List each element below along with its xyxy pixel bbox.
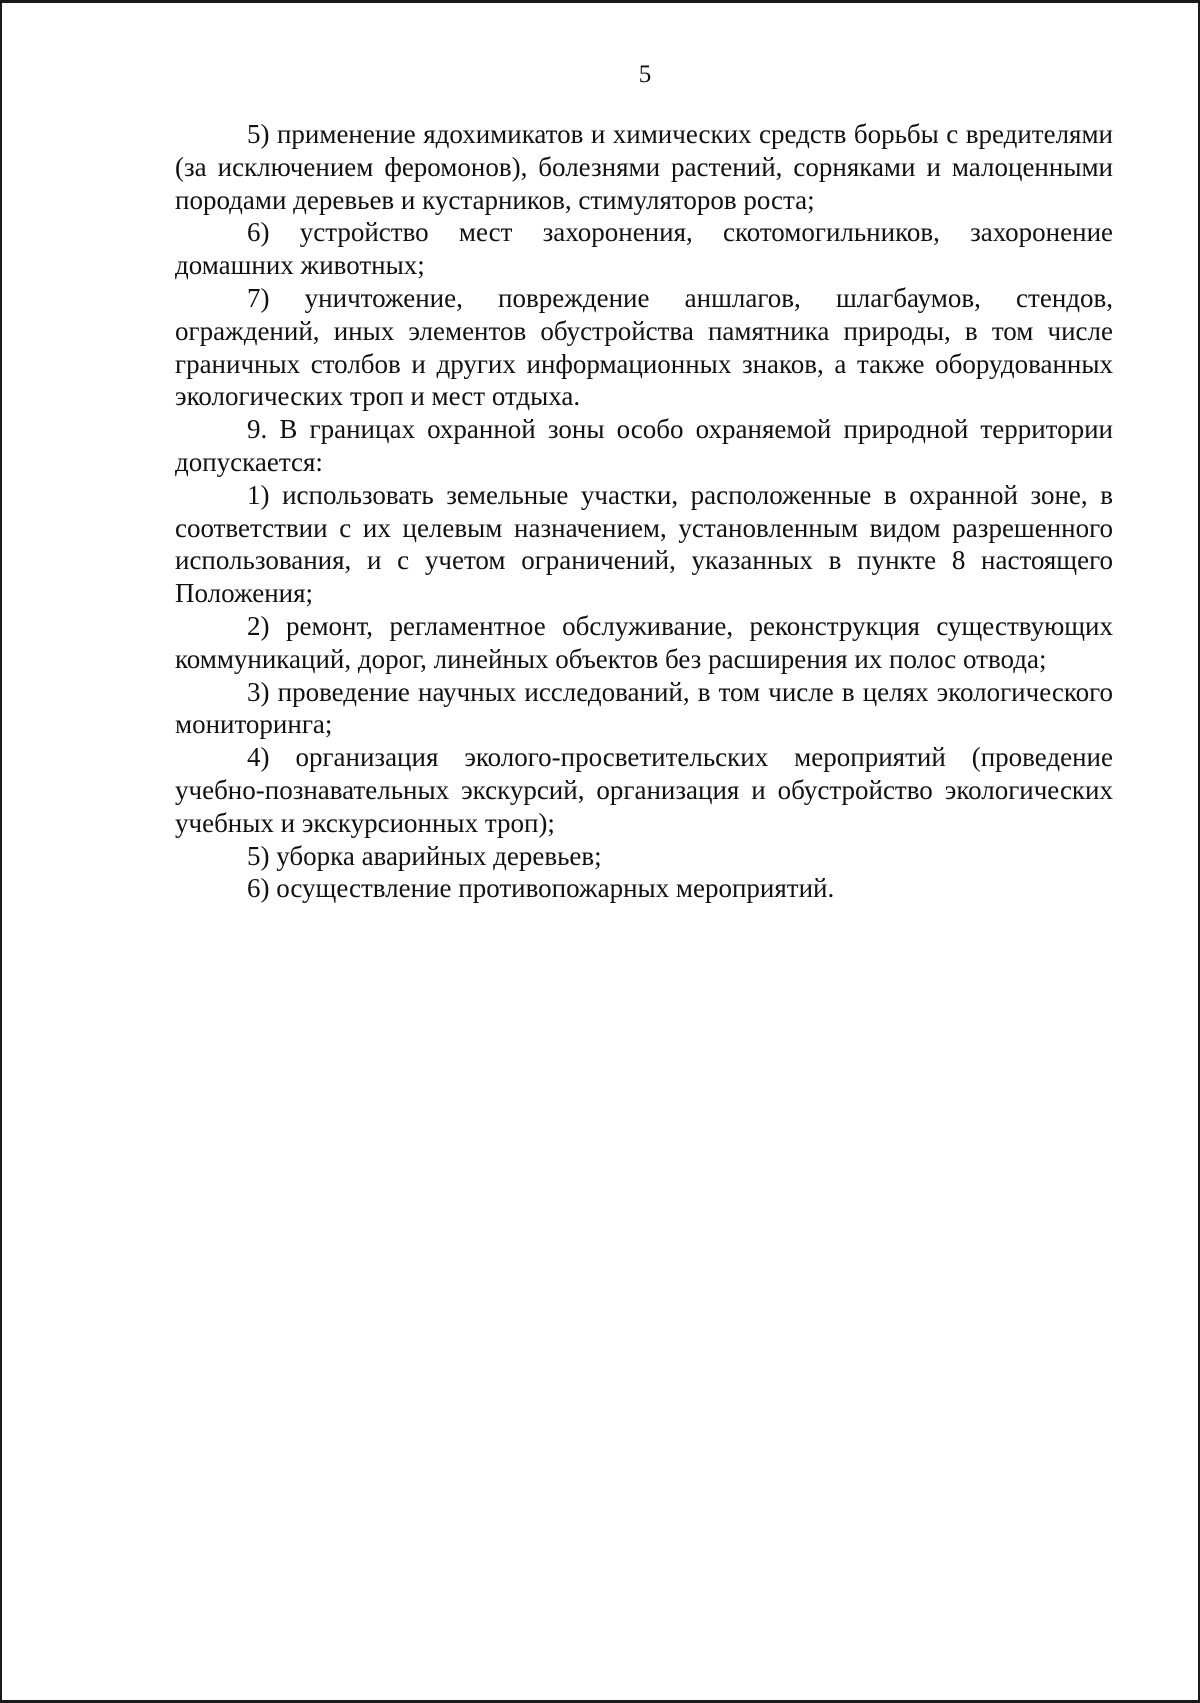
paragraph-section-9: 9. В границах охранной зоны особо охраняемой природной территории допускается: xyxy=(175,414,1113,477)
paragraph-item-7-destruction: 7) уничтожение, повреждение аншлагов, шлагбаумов, стендов, ограждений, иных элементов обустройства памятника природы, в том числе граничных столбов и других информационных знаков, а также оборудованных экологических троп и мест отдыха. xyxy=(175,282,1113,412)
paragraph-allowed-6-fire-prevention: 6) осуществление противопожарных мероприятий. xyxy=(247,873,835,904)
document-body xyxy=(175,118,1113,905)
paragraph-item-5-pesticides: 5) применение ядохимикатов и химических средств борьбы с вредителями (за исключением феромонов), болезнями растений, сорняками и малоценными породами деревьев и кустарников, стимуляторов роста; xyxy=(175,119,1113,215)
paragraph-allowed-4-education: 4) организация эколого-просветительских мероприятий (проведение учебно-познавательных экскурсий, организация и обустройство экологических учебных и экскурсионных троп); xyxy=(175,742,1113,838)
scan-edge-top xyxy=(0,0,1200,3)
paragraph-allowed-3-research: 3) проведение научных исследований, в том числе в целях экологического мониторинга; xyxy=(175,676,1113,740)
page-number: 5 xyxy=(638,61,652,88)
paragraph-allowed-2-maintenance: 2) ремонт, регламентное обслуживание, реконструкция существующих коммуникаций, дорог, линейных объектов без расширения их полос отвода; xyxy=(175,610,1113,674)
scan-edge-left xyxy=(0,0,2,1703)
paragraph-item-6-burial-sites: 6) устройство мест захоронения, скотомогильников, захоронение домашних животных; xyxy=(175,217,1113,281)
paragraph-allowed-1-land-use: 1) использовать земельные участки, расположенные в охранной зоне, в соответствии с их целевым назначением, установленным видом разрешенного использования, и с учетом ограничений, указанных в пункте 8 настоящего Положения; xyxy=(175,479,1113,609)
paragraph-allowed-5-tree-removal: 5) уборка аварийных деревьев; xyxy=(247,840,602,871)
